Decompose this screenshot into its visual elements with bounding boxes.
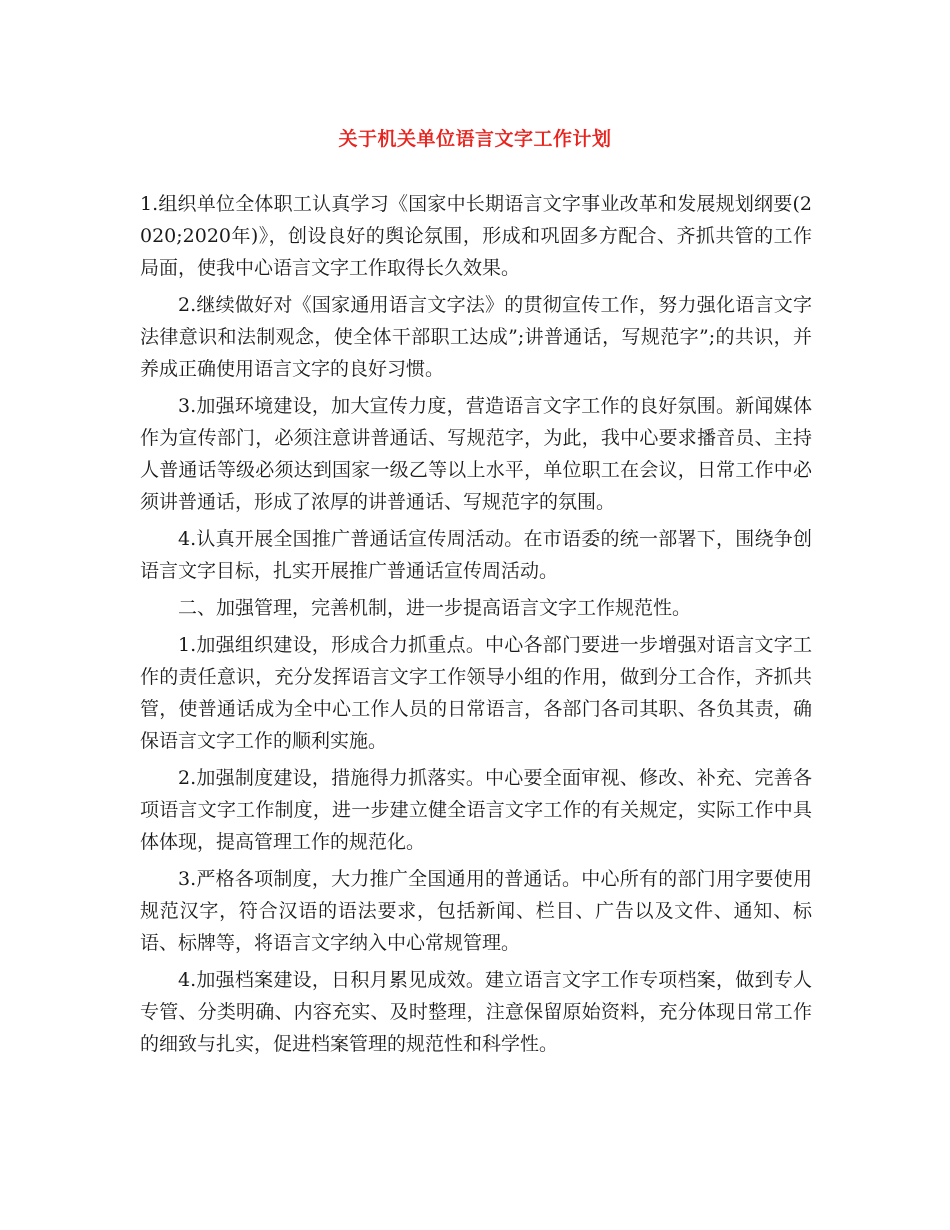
paragraph-7: 2.加强制度建设，措施得力抓落实。中心要全面审视、修改、补充、完善各项语言文字工作制度，进一步建立健全语言文字工作的有关规定，实际工作中具体体现，提高管理工作的规范化。 [140,767,812,853]
paragraph-3: 3.加强环境建设，加大宣传力度，营造语言文字工作的良好氛围。新闻媒体作为宣传部门，必须注意讲普通话、写规范字，为此，我中心要求播音员、主持人普通话等级必须达到国家一级乙等以上水平，单位职工在会议，日常工作中必须讲普通话，形成了浓厚的讲普通话、写规范字的氛围。 [140,395,812,513]
paragraph-1: 1.组织单位全体职工认真学习《国家中长期语言文字事业改革和发展规划纲要(2020;2020年)》，创设良好的舆论氛围，形成和巩固多方配合、齐抓共管的工作局面，使我中心语言文字工作取得长久效果。 [140,193,812,279]
document-body [140,188,812,1065]
paragraph-6: 1.加强组织建设，形成合力抓重点。中心各部门要进一步增强对语言文字工作的责任意识，充分发挥语言文字工作领导小组的作用，做到分工合作，齐抓共管，使普通话成为全中心工作人员的日常语言，各部门各司其职、各负其责，确保语言文字工作的顺利实施。 [140,634,812,752]
document-title: 关于机关单位语言文字工作计划 [338,128,612,150]
paragraph-4: 4.认真开展全国推广普通话宣传周活动。在市语委的统一部署下，围绕争创语言文字目标，扎实开展推广普通话宣传周活动。 [140,528,812,582]
paragraph-9: 4.加强档案建设，日积月累见成效。建立语言文字工作专项档案，做到专人专管、分类明确、内容充实、及时整理，注意保留原始资料，充分体现日常工作的细致与扎实，促进档案管理的规范性和科学性。 [140,969,812,1055]
paragraph-2: 2.继续做好对《国家通用语言文字法》的贯彻宣传工作，努力强化语言文字法律意识和法制观念，使全体干部职工达成”;讲普通话，写规范字”;的共识，并养成正确使用语言文字的良好习惯。 [140,294,812,380]
paragraph-8: 3.严格各项制度，大力推广全国通用的普通话。中心所有的部门用字要使用规范汉字，符合汉语的语法要求，包括新闻、栏目、广告以及文件、通知、标语、标牌等，将语言文字纳入中心常规管理。 [140,868,812,954]
section-heading-2: 二、加强管理，完善机制，进一步提高语言文字工作规范性。 [178,597,692,619]
